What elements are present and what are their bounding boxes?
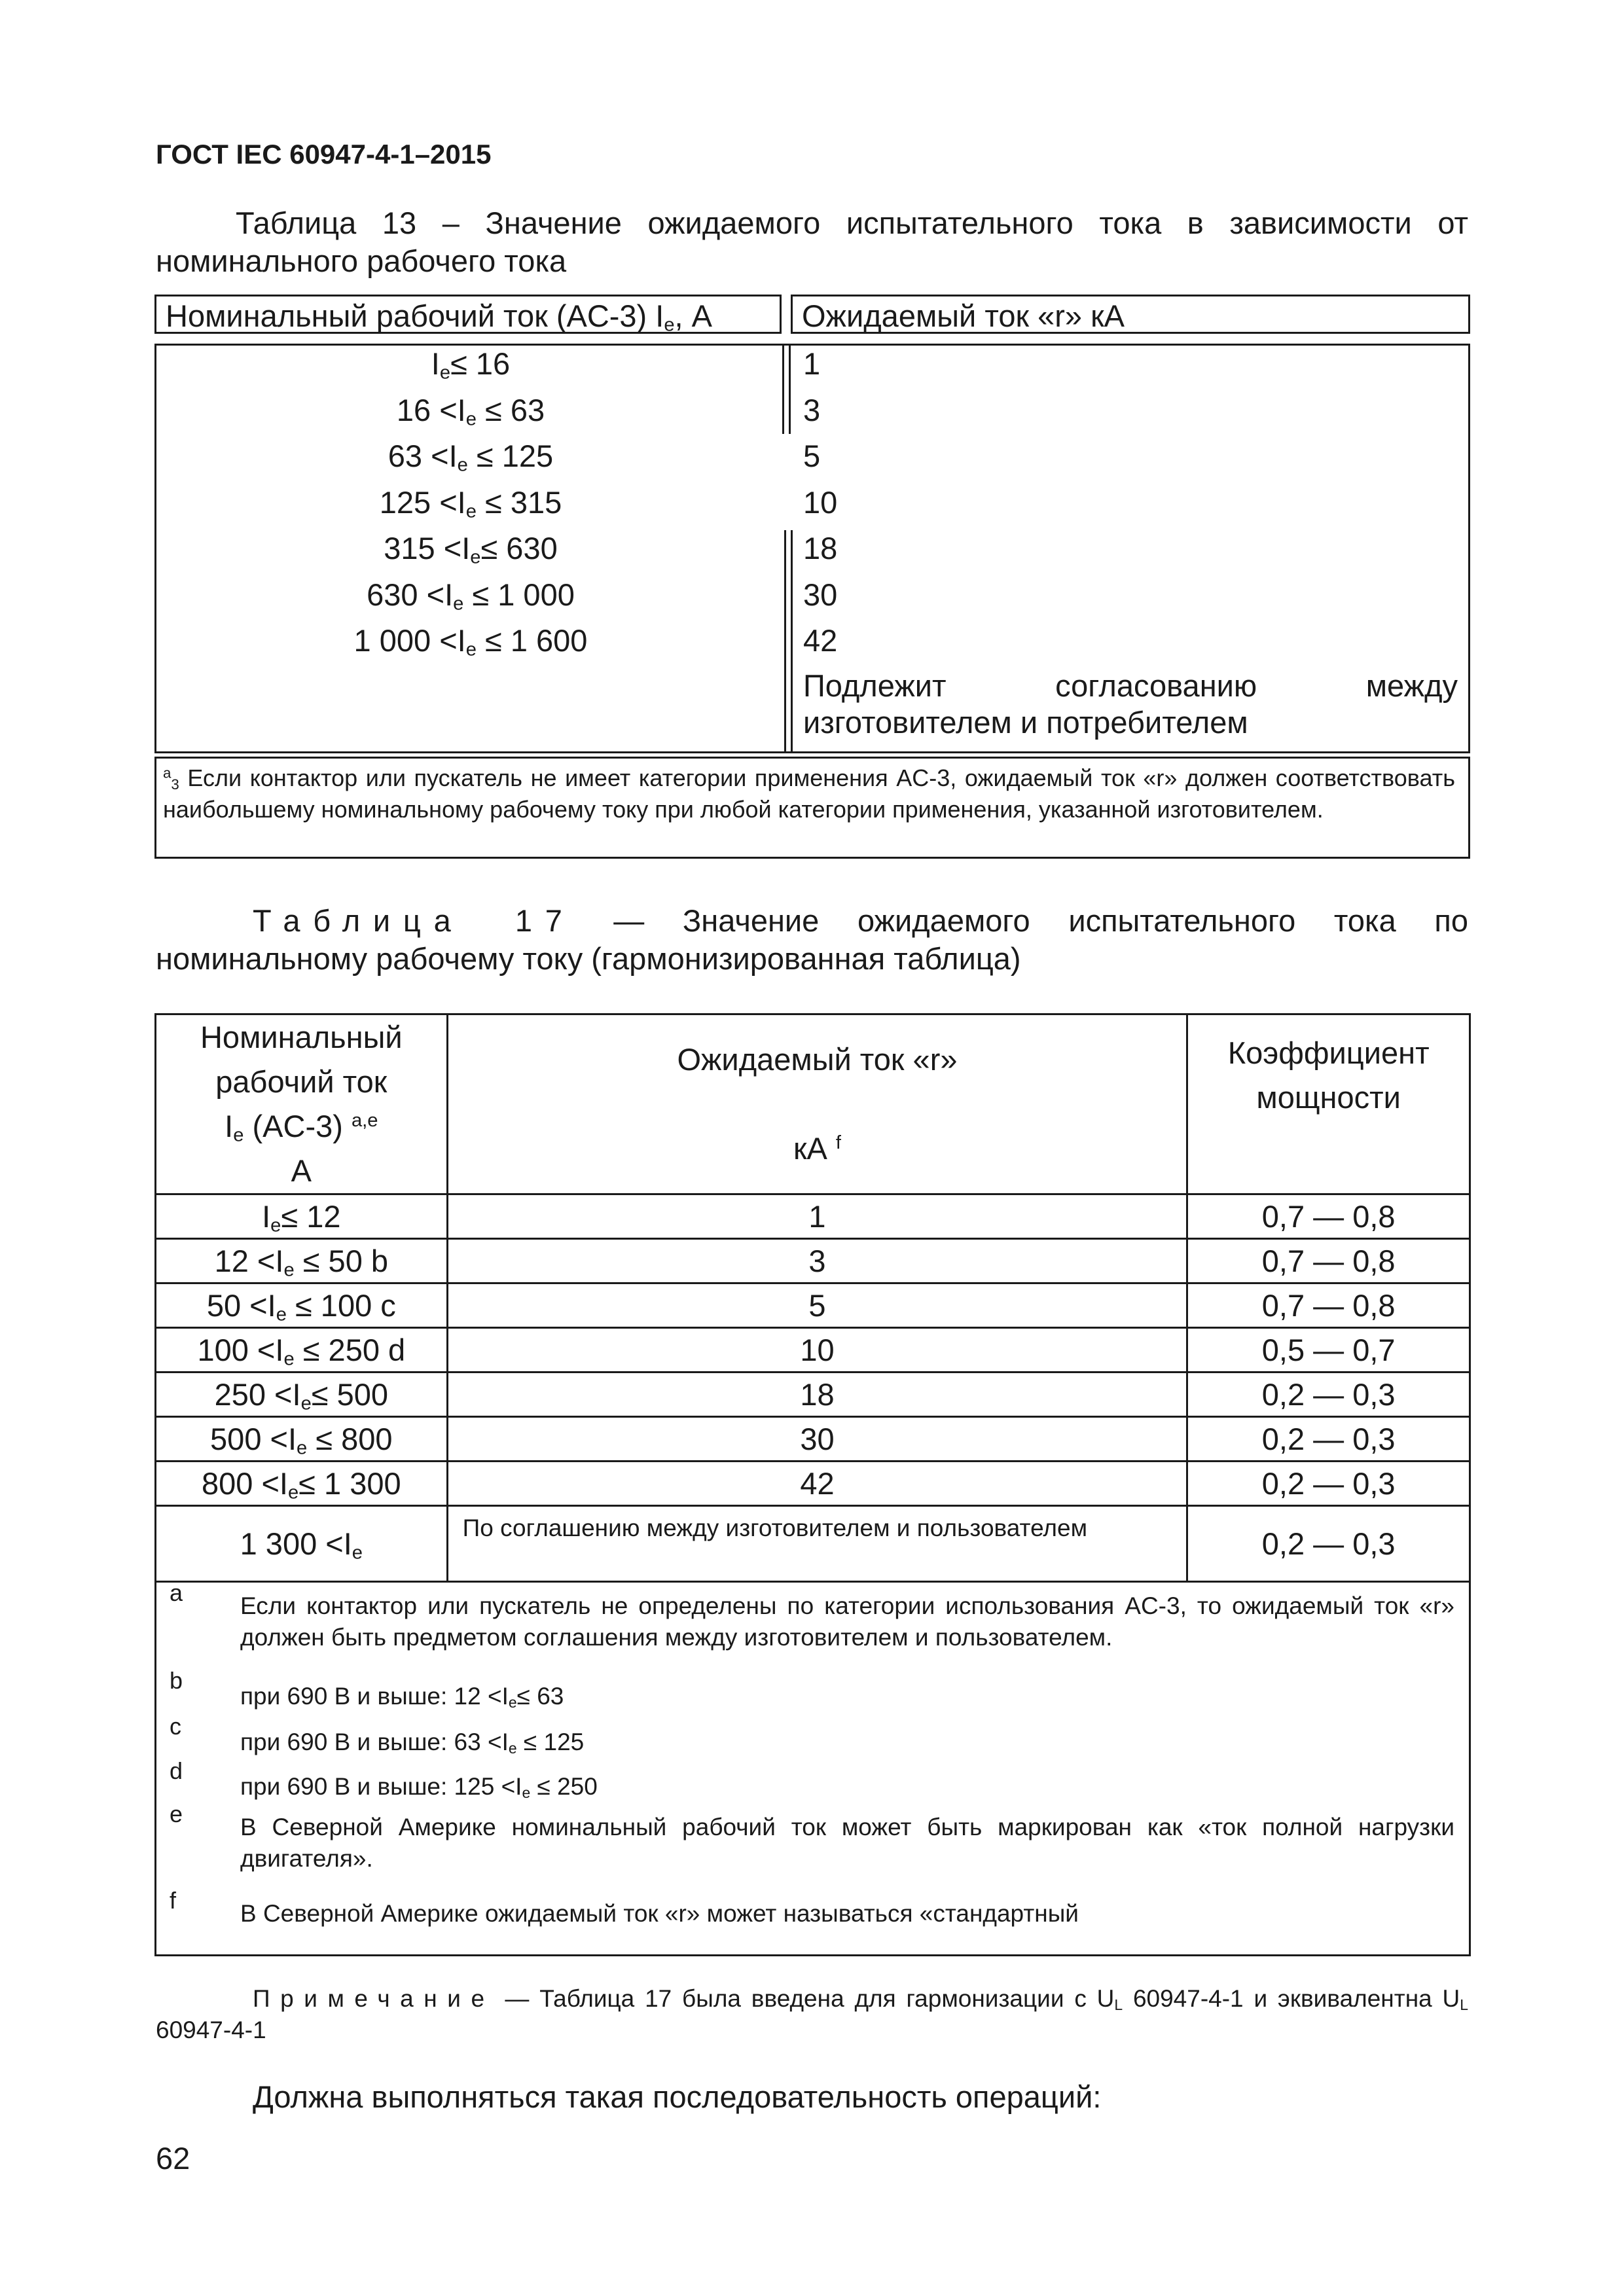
table17-expected-current: 3 bbox=[447, 1239, 1187, 1283]
table17-power-factor: 0,7 — 0,8 bbox=[1187, 1283, 1470, 1328]
table13-range-cell: $63 <I_e \le 125$ bbox=[388, 439, 554, 476]
table17-row bbox=[156, 1328, 1470, 1372]
table17-power-factor: 0,2 — 0,3 bbox=[1187, 1372, 1470, 1417]
table13-header-cell-2 bbox=[791, 295, 1470, 334]
table17-row bbox=[156, 1194, 1470, 1239]
table17-expected-current: 30 bbox=[447, 1417, 1187, 1462]
table17-current-range: $I_e\le 12$ bbox=[156, 1194, 448, 1239]
table13-footnote bbox=[154, 757, 1470, 859]
table13-value-cell: 10 bbox=[803, 484, 838, 520]
table13-value-cell: 42 bbox=[803, 623, 838, 658]
table13-separator bbox=[791, 530, 793, 751]
table17-header-row bbox=[156, 1014, 1470, 1194]
table13-value-cell: 30 bbox=[803, 577, 838, 612]
table17-power-factor: 0,7 — 0,8 bbox=[1187, 1239, 1470, 1283]
table17-current-range: $100 <I_e \le 250$ d bbox=[156, 1328, 448, 1372]
table17-row bbox=[156, 1462, 1470, 1506]
table17-power-factor: 0,2 — 0,3 bbox=[1187, 1462, 1470, 1506]
footnote-text: при 690 В и выше: $125 <I_e \le 250$ bbox=[240, 1773, 598, 1802]
table17-caption: Таблица 17 — Значение ожидаемого испытательного тока по номинальному рабочему току (гармонизированная таблица) bbox=[156, 903, 1468, 976]
table17 bbox=[154, 1013, 1471, 1956]
table13-header-label-1: Номинальный рабочий ток (AC-3) $I_e$, А bbox=[166, 298, 712, 336]
table17-footnotes bbox=[156, 1579, 1470, 1956]
table17-expected-current: 42 bbox=[447, 1462, 1187, 1506]
table17-expected-current: 18 bbox=[447, 1372, 1187, 1417]
table13-header-cell-1 bbox=[154, 295, 782, 334]
table17-current-range: $12 <I_e \le 50$ b bbox=[156, 1239, 448, 1283]
table17-power-factor: 0,7 — 0,8 bbox=[1187, 1194, 1470, 1239]
footnote-text: при 690 В и выше: $12 <I_e\le 63$ bbox=[240, 1683, 564, 1712]
table13-value-cell: 5 bbox=[803, 439, 821, 473]
table17-expected-current: 5 bbox=[447, 1283, 1187, 1328]
table13-range-cell: $315 <I_e\le 630$ bbox=[384, 531, 558, 568]
table17-current-range: $500 <I_e \le 800$ bbox=[156, 1417, 448, 1462]
table17-header-pf: Коэффициент мощности bbox=[1187, 1014, 1470, 1194]
table13-range-cell: $630 <I_e \le 1$ 000 bbox=[367, 577, 575, 614]
table17-expected-current: 1 bbox=[447, 1194, 1187, 1239]
footnote-letter: f bbox=[170, 1887, 177, 1914]
body-text: Должна выполняться такая последовательность операций: bbox=[253, 2079, 1102, 2114]
table13-range-cell: 1 $000 <I_e \le 1$ 600 bbox=[353, 623, 588, 660]
table13-separator bbox=[784, 530, 786, 751]
table17-row bbox=[156, 1372, 1470, 1417]
table17-power-factor: 0,5 — 0,7 bbox=[1187, 1328, 1470, 1372]
page-number: 62 bbox=[156, 2141, 190, 2176]
table17-header-expected: Ожидаемый ток «r» кА $^f$ bbox=[447, 1014, 1187, 1194]
note: Примечание — Таблица 17 была введена для гармонизации с $U_L$ 60947-4-1 и эквивалентна $U_L$ 60947-4-1 bbox=[156, 1985, 1469, 2043]
table17-row bbox=[156, 1239, 1470, 1283]
footnote-text: Если контактор или пускатель не определены по категории использования AC-3, то ожидаемый ток «r» должен быть предметом соглашения между изготовителем и пользователем. bbox=[240, 1592, 1454, 1651]
footnote-text: В Северной Америке ожидаемый ток «r» может называться «стандартный bbox=[240, 1900, 1079, 1927]
table13-value-cell: 3 bbox=[803, 392, 821, 427]
table13-value-cell: 1 bbox=[803, 346, 821, 381]
table13-separator bbox=[789, 346, 791, 434]
table17-last-expected: По соглашению между изготовителем и пользователем bbox=[447, 1506, 1187, 1582]
table17-current-range: $800 <I_e\le 1$ 300 bbox=[156, 1462, 448, 1506]
table17-expected-current: 10 bbox=[447, 1328, 1187, 1372]
table17-row bbox=[156, 1417, 1470, 1462]
footnote-letter: d bbox=[170, 1757, 183, 1784]
footnote-letter: a bbox=[170, 1579, 183, 1606]
table17-power-factor: 0,2 — 0,3 bbox=[1187, 1417, 1470, 1462]
table17-footnotes-row bbox=[156, 1582, 1470, 1956]
table17-rows bbox=[156, 1194, 1470, 1506]
document-header: ГОСТ IEC 60947-4-1–2015 bbox=[156, 139, 492, 170]
footnote-letter: b bbox=[170, 1667, 183, 1694]
table17-header-current: Номинальный рабочий ток $I_e$ (AC-3) $^{a,e}$ А bbox=[156, 1014, 448, 1194]
footnote-text: при 690 В и выше: $63 <I_e \le 125$ bbox=[240, 1729, 585, 1757]
footnote-letter: e bbox=[170, 1801, 183, 1827]
table17-last-pf: 0,2 — 0,3 bbox=[1187, 1506, 1470, 1582]
table17-last-current-range: 1 $300 <I_e$ bbox=[156, 1506, 448, 1582]
table13-footnote-text: $^a_3$ Если контактор или пускатель не имеет категории применения AC-3, ожидаемый ток «r» должен соответствовать наибольшему номинальному рабочему току при любой категории применения, указанной изготовителем. bbox=[163, 764, 1455, 823]
footnote-text: В Северной Америке номинальный рабочий ток может быть маркирован как «ток полной нагрузки двигателя». bbox=[240, 1814, 1454, 1872]
table13-range-cell: $16 <I_e \le 63$ bbox=[396, 392, 545, 429]
table17-row bbox=[156, 1283, 1470, 1328]
table13-header-label-2: Ожидаемый ток «r» кА bbox=[802, 298, 1125, 333]
table13-separator bbox=[782, 346, 784, 434]
table17-last-row bbox=[156, 1506, 1470, 1582]
table17-current-range: $50 <I_e \le 100$ c bbox=[156, 1283, 448, 1328]
table13-range-cell: $I_e\le 16$ bbox=[431, 346, 511, 384]
footnote-letter: c bbox=[170, 1713, 181, 1740]
table13-header bbox=[154, 295, 1470, 338]
table13-last-value: Подлежит согласованию между изготовителем и потребителем bbox=[803, 668, 1458, 740]
table13-body bbox=[154, 344, 1470, 753]
table13-range-cell: $125 <I_e \le 315$ bbox=[379, 484, 562, 522]
table13-value-cell: 18 bbox=[803, 531, 838, 565]
table13-caption: Таблица 13 – Значение ожидаемого испытательного тока в зависимости от номинального рабочего тока bbox=[156, 206, 1468, 278]
table17-current-range: $250 <I_e\le 500$ bbox=[156, 1372, 448, 1417]
